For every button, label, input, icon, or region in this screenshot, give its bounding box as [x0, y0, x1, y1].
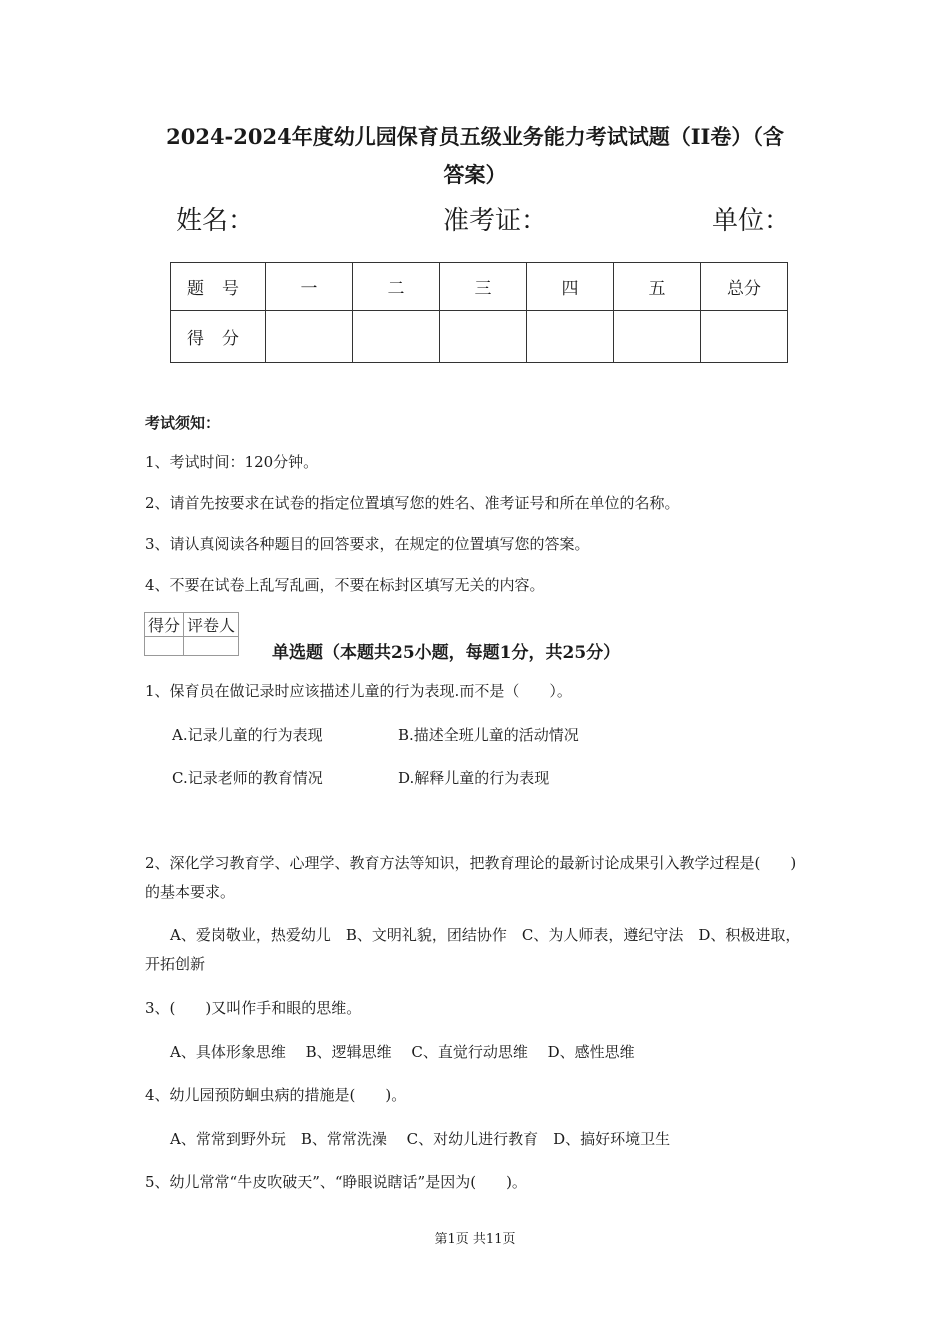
question-3-stem: 3、( )又叫作手和眼的思维。 [145, 999, 362, 1017]
note-item: 4、不要在试卷上乱写乱画，不要在标封区填写无关的内容。 [145, 576, 545, 594]
score-input-cell[interactable] [614, 311, 701, 363]
grader-name-input[interactable] [184, 637, 239, 656]
score-table-cell: 五 [614, 263, 701, 311]
title-line-1: 2024-2024年度幼儿园保育员五级业务能力考试试题（II卷）（含 [166, 124, 784, 149]
grader-name-label: 评卷人 [184, 613, 239, 637]
note-item: 3、请认真阅读各种题目的回答要求，在规定的位置填写您的答案。 [145, 535, 590, 553]
question-1-option-a: A.记录儿童的行为表现 [172, 726, 323, 744]
question-3-options: A、具体形象思维 B、逻辑思维 C、直觉行动思维 D、感性思维 [170, 1043, 635, 1061]
exam-number-field-label: 准考证： [443, 206, 548, 236]
score-table [170, 262, 788, 363]
score-table-cell: 三 [440, 263, 527, 311]
grader-box [144, 612, 239, 656]
score-table-cell: 四 [527, 263, 614, 311]
score-table-score-row [171, 311, 788, 363]
question-1-stem: 1、保育员在做记录时应该描述儿童的行为表现.而不是（ ）。 [145, 682, 572, 700]
page-title [120, 118, 830, 194]
question-5-stem: 5、幼儿常常“牛皮吹破天”、“睁眼说瞎话”是因为( )。 [145, 1173, 527, 1191]
score-table-cell: 二 [353, 263, 440, 311]
question-2-stem: 2、深化学习教育学、心理学、教育方法等知识，把教育理论的最新讨论成果引入教学过程是( )的基本要求。 [145, 854, 797, 901]
score-table-cell: 一 [266, 263, 353, 311]
question-1-option-d: D.解释儿童的行为表现 [398, 769, 550, 787]
question-2-options: A、爱岗敬业，热爱幼儿 B、文明礼貌，团结协作 C、为人师表，遵纪守法 D、积极进取，开拓创新 [145, 926, 801, 973]
grader-score-input[interactable] [145, 637, 184, 656]
score-input-cell[interactable] [701, 311, 788, 363]
note-item: 2、请首先按要求在试卷的指定位置填写您的姓名、准考证号和所在单位的名称。 [145, 494, 680, 512]
question-4-stem: 4、幼儿园预防蛔虫病的措施是( )。 [145, 1086, 407, 1104]
unit-field-label: 单位： [712, 206, 791, 236]
question-4-options: A、常常到野外玩 B、常常洗澡 C、对幼儿进行教育 D、搞好环境卫生 [170, 1130, 671, 1148]
score-input-cell[interactable] [353, 311, 440, 363]
notes-heading: 考试须知： [145, 414, 221, 432]
score-table-cell: 题号 [171, 263, 266, 311]
score-table-header-row [171, 263, 788, 311]
note-item: 1、考试时间：120分钟。 [145, 453, 319, 471]
question-1-option-c: C.记录老师的教育情况 [172, 769, 323, 787]
score-table-cell: 总分 [701, 263, 788, 311]
section-title: 单选题（本题共25小题，每题1分，共25分） [272, 643, 621, 663]
score-input-cell[interactable] [440, 311, 527, 363]
score-table-cell: 得分 [171, 311, 266, 363]
score-input-cell[interactable] [266, 311, 353, 363]
score-input-cell[interactable] [527, 311, 614, 363]
grader-score-label: 得分 [145, 613, 184, 637]
title-line-2: 答案） [443, 162, 507, 187]
question-1-option-b: B.描述全班儿童的活动情况 [398, 726, 579, 744]
name-field-label: 姓名： [176, 206, 255, 236]
page-footer: 第1页 共11页 [434, 1232, 516, 1247]
